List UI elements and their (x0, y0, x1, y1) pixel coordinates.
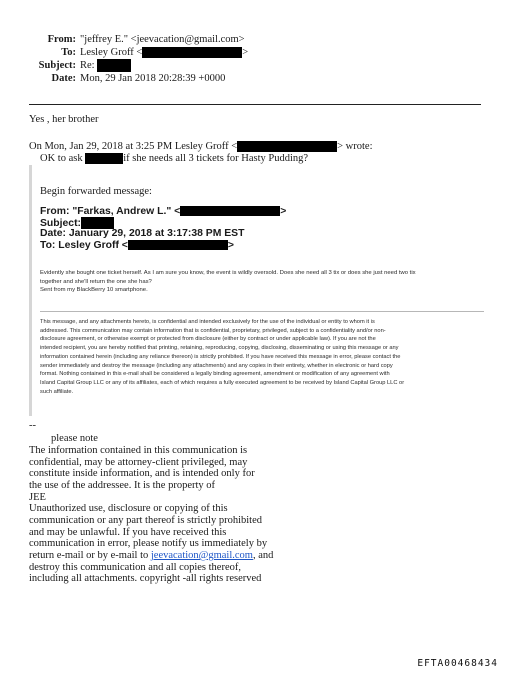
disclaimer-line: information contained herein (including any reliance thereon) is strictly prohibited. If you have received this message in error, please contact the (40, 353, 401, 360)
fwd-to-label: To: (40, 239, 56, 251)
header-from-value: "jeffrey E." <jeevacation@gmail.com> (80, 34, 245, 45)
redaction-box (97, 59, 131, 72)
disclaimer-line: addressed. This communication may contain information that is confidential, proprietary, privileged, subject to a confidentiality and/or non- (40, 327, 386, 334)
forwarded-body-line: Evidently she bought one ticket herself. As I am sure you know, the event is wildly oversold. Does she need all 3 tix or does she just need two tix (40, 270, 416, 276)
please-note: please note (51, 433, 98, 444)
disclaimer-line: This message, and any attachments hereto, is confidential and intended exclusively for the use of the individual or entity to whom it is (40, 319, 375, 325)
quoted-question-prefix: OK to ask (40, 153, 83, 164)
signature-dashes: -- (29, 420, 36, 431)
redaction-box (237, 141, 337, 152)
fwd-date-row (40, 229, 286, 239)
email-header (0, 34, 260, 85)
quoted-attribution (29, 141, 373, 154)
disclaimer (40, 318, 486, 396)
disclaimer-line: Island Capital Group LLC or any of its affiliates, each of which requires a fully executed agreement to be received by Island Capital Group LLC or (40, 379, 405, 386)
document-id: EFTA00468434 (417, 658, 498, 669)
fwd-from-label: From: (40, 205, 70, 217)
redaction-box (128, 240, 228, 250)
forwarded-body-line: together and she'll return the one she has? (40, 278, 152, 285)
quoted-attribution-prefix: On Mon, Jan 29, 2018 at 3:25 PM Lesley Groff < (29, 141, 238, 152)
notice-line: the use of the addressee. It is the property of (29, 479, 216, 491)
email-link[interactable]: jeevacation@gmail.com (150, 549, 253, 561)
fwd-from-suffix: > (280, 205, 287, 217)
notice-email-prefix: return e-mail or by e-mail to (29, 549, 151, 561)
notice-line: Unauthorized use, disclosure or copying of this (29, 503, 228, 515)
disclaimer-line: format. Nothing contained in this e-mail shall be considered a legally binding agreement, amendment or modification of any agreement with (40, 371, 390, 378)
header-to-label: To: (61, 46, 76, 58)
quoted-question-suffix: if she needs all 3 tickets for Hasty Pudding? (123, 153, 309, 164)
notice-line: including all attachments. copyright -all rights reserved (29, 573, 262, 585)
fwd-date-value: January 29, 2018 at 3:17:38 PM EST (68, 228, 245, 240)
header-from-row (0, 34, 260, 47)
confidentiality-notice (29, 445, 279, 585)
forwarded-body (40, 269, 485, 295)
fwd-from-value: "Farkas, Andrew L." < (72, 205, 181, 217)
begin-forwarded: Begin forwarded message: (40, 186, 152, 197)
header-to-value: Lesley Groff < (80, 46, 143, 58)
notice-line: and may be unlawful. If you have received this (29, 526, 227, 538)
fwd-date-label: Date: (40, 228, 66, 240)
notice-line: communication or any part thereof is strictly prohibited (29, 514, 262, 526)
header-subject-label: Subject: (38, 60, 76, 72)
header-date-label: Date: (51, 72, 76, 84)
disclaimer-line: disclosure agreement, or otherwise exempt or protected from disclosure (either by contract or under applicable law). If you are not the (40, 336, 376, 343)
header-from-label: From: (47, 34, 76, 45)
notice-line: JEE (29, 491, 46, 503)
quoted-attribution-suffix: > wrote: (337, 141, 373, 152)
disclaimer-line: sender immediately and destroy the message (including any attachments) and any copies in their entirety, whether in electronic or hard copy (40, 362, 393, 369)
notice-line: destroy this communication and all copies thereof, (29, 561, 241, 573)
forwarded-body-line: Sent from my BlackBerry 10 smartphone. (40, 287, 148, 294)
header-subject-row (0, 59, 260, 73)
header-to-row (0, 47, 260, 60)
disclaimer-line: such affiliate. (40, 388, 74, 395)
notice-line: The information contained in this communication is (29, 445, 248, 456)
forwarded-header (40, 206, 286, 251)
header-date-row (0, 73, 260, 86)
redaction-box (85, 153, 123, 164)
redaction-box (142, 47, 242, 58)
header-subject-value: Re: (80, 60, 95, 72)
disclaimer-line: intended recipient, you are hereby notified that printing, retaining, reproducing, copying, disclosing, disseminating or using this message or any (40, 345, 399, 352)
notice-line: communication in error, please notify us immediately by (29, 538, 268, 550)
header-date-value: Mon, 29 Jan 2018 20:28:39 +0000 (80, 72, 226, 84)
reply-text: Yes , her brother (29, 114, 99, 125)
notice-line: constitute inside information, and is intended only for (29, 468, 255, 480)
fwd-to-suffix: > (227, 239, 234, 251)
notice-email-suffix: , and (252, 549, 274, 561)
fwd-subject-label: Subject: (40, 217, 81, 229)
fwd-to-value: Lesley Groff < (58, 239, 128, 251)
quoted-question (40, 153, 308, 164)
notice-line: confidential, may be attorney-client privileged, may (29, 456, 248, 468)
redaction-box (180, 206, 280, 216)
notice-email-line (29, 550, 279, 562)
header-to-suffix: > (242, 46, 249, 58)
header-divider (29, 104, 481, 105)
fwd-to-row (40, 240, 286, 251)
fwd-from-row (40, 206, 286, 217)
disclaimer-divider (40, 311, 484, 312)
quote-bar (29, 165, 32, 416)
